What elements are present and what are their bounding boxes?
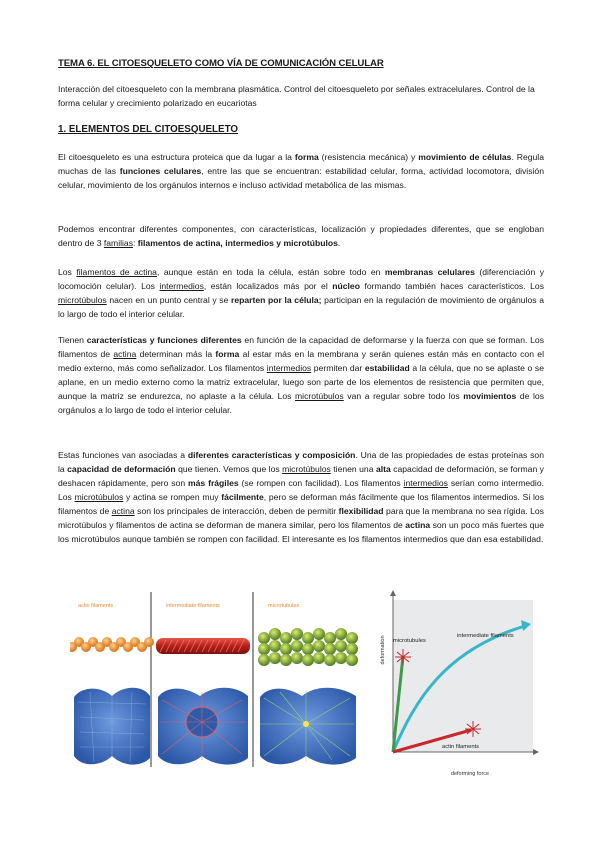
deformation-graph-svg: [375, 590, 540, 780]
graph-label-actin: actin filaments: [442, 744, 480, 750]
graph-label-microtubules: microtubules: [393, 638, 426, 644]
y-axis-arrow: [390, 590, 396, 596]
cell-microtubules: [260, 688, 356, 765]
label-actin-filaments: actin filaments: [78, 603, 114, 609]
paragraph-3: Los filamentos de actina, aunque están en toda la célula, están sobre todo en membranas celulares (diferenciación y locomoción celular). Los intermedios, están localizados más por el núcleo formando también haces característicos. Los microtúbulos nacen en un punto central y se reparten por la célula; participan en la regulación de movimiento de orgánulos a lo largo de todo el interior celular.: [58, 267, 544, 319]
y-axis-label: deformation: [380, 635, 386, 665]
section-heading: 1. ELEMENTOS DEL CITOESQUELETO: [58, 124, 239, 135]
filament-types-figure: [70, 592, 360, 767]
paragraph-1: El citoesqueleto es una estructura proteica que da lugar a la forma (resistencia mecánica) y movimiento de células. Regula muchas de las funciones celulares, entre las que se encuentran: estabilidad celular, forma, actividad locomotora, división celular, movimiento de los orgánulos internos e incluso actividad metabólica de las mismas.: [58, 152, 544, 190]
paragraph-2: Podemos encontrar diferentes componentes, con características, localización y propiedades diferentes, que se engloban dentro de 3 familias: filamentos de actina, intermedios y microtúbulos.: [58, 224, 544, 248]
graph-label-intermediate: intermediate filaments: [457, 633, 514, 639]
filament-illustration: [70, 592, 360, 767]
microtubule-drawing: [258, 628, 358, 666]
deformation-graph: [375, 590, 540, 780]
intermediate-filament-drawing: [156, 638, 250, 654]
actin-filament-drawing: [70, 637, 154, 652]
paragraph-4: Tienen características y funciones diferentes en función de la capacidad de deformarse y la fuerza con que se forman. Los filamentos de actina determinan más la forma al estar más en la membrana y serán quienes están más en contacto con el medio externo, más como señalizador. Los filamentos intermedios permiten dar estabilidad a la célula, que no se aplaste o se aplane, en un medio externo como la matriz extracelular, luego son parte de los elementos de resistencia que permiten que, aunque la matriz se endurezca, no aplaste a la célula. Los microtúbulos van a regular sobre todo los movimientos de los orgánulos a lo largo de todo el interior celular.: [58, 335, 544, 415]
cell-intermediate: [158, 688, 248, 765]
intro-paragraph: Interacción del citoesqueleto con la membrana plasmática. Control del citoesqueleto por señales extracelulares. Control de la forma celular y crecimiento polarizado en eucariotas: [58, 84, 535, 108]
cell-actin: [74, 688, 150, 765]
document-title: TEMA 6. EL CITOESQUELETO COMO VÍA DE COMUNICACIÓN CELULAR: [58, 58, 384, 69]
x-axis-label: deforming force: [450, 771, 490, 777]
x-axis-arrow: [533, 749, 539, 755]
label-intermediate-filaments: intermediate filaments: [166, 603, 220, 609]
graph-background: [393, 600, 533, 752]
label-microtubules: microtubules: [268, 603, 300, 609]
paragraph-5: Estas funciones van asociadas a diferentes características y composición. Una de las propiedades de estas proteínas son la capacidad de deformación que tienen. Vemos que los microtúbulos tienen una alta capacidad de deformación, se forman y deshacen rápidamente, pero son más frágiles (se rompen con facilidad). Los filamentos intermedios serían como intermedio. Los microtúbulos y actina se rompen muy fácilmente, pero se deforman más fácilmente que los filamentos intermedios. Si los filamentos de actina son los principales de interacción, deben de permitir flexibilidad para que la membrana no sea rígida. Los microtúbulos y filamentos de actina se deforman de manera similar, pero los filamentos de actina son un poco más fuertes que los microtúbulos aunque también se rompen con facilidad. El interesante es los filamentos intermedios que dan esa estabilidad.: [58, 450, 544, 544]
